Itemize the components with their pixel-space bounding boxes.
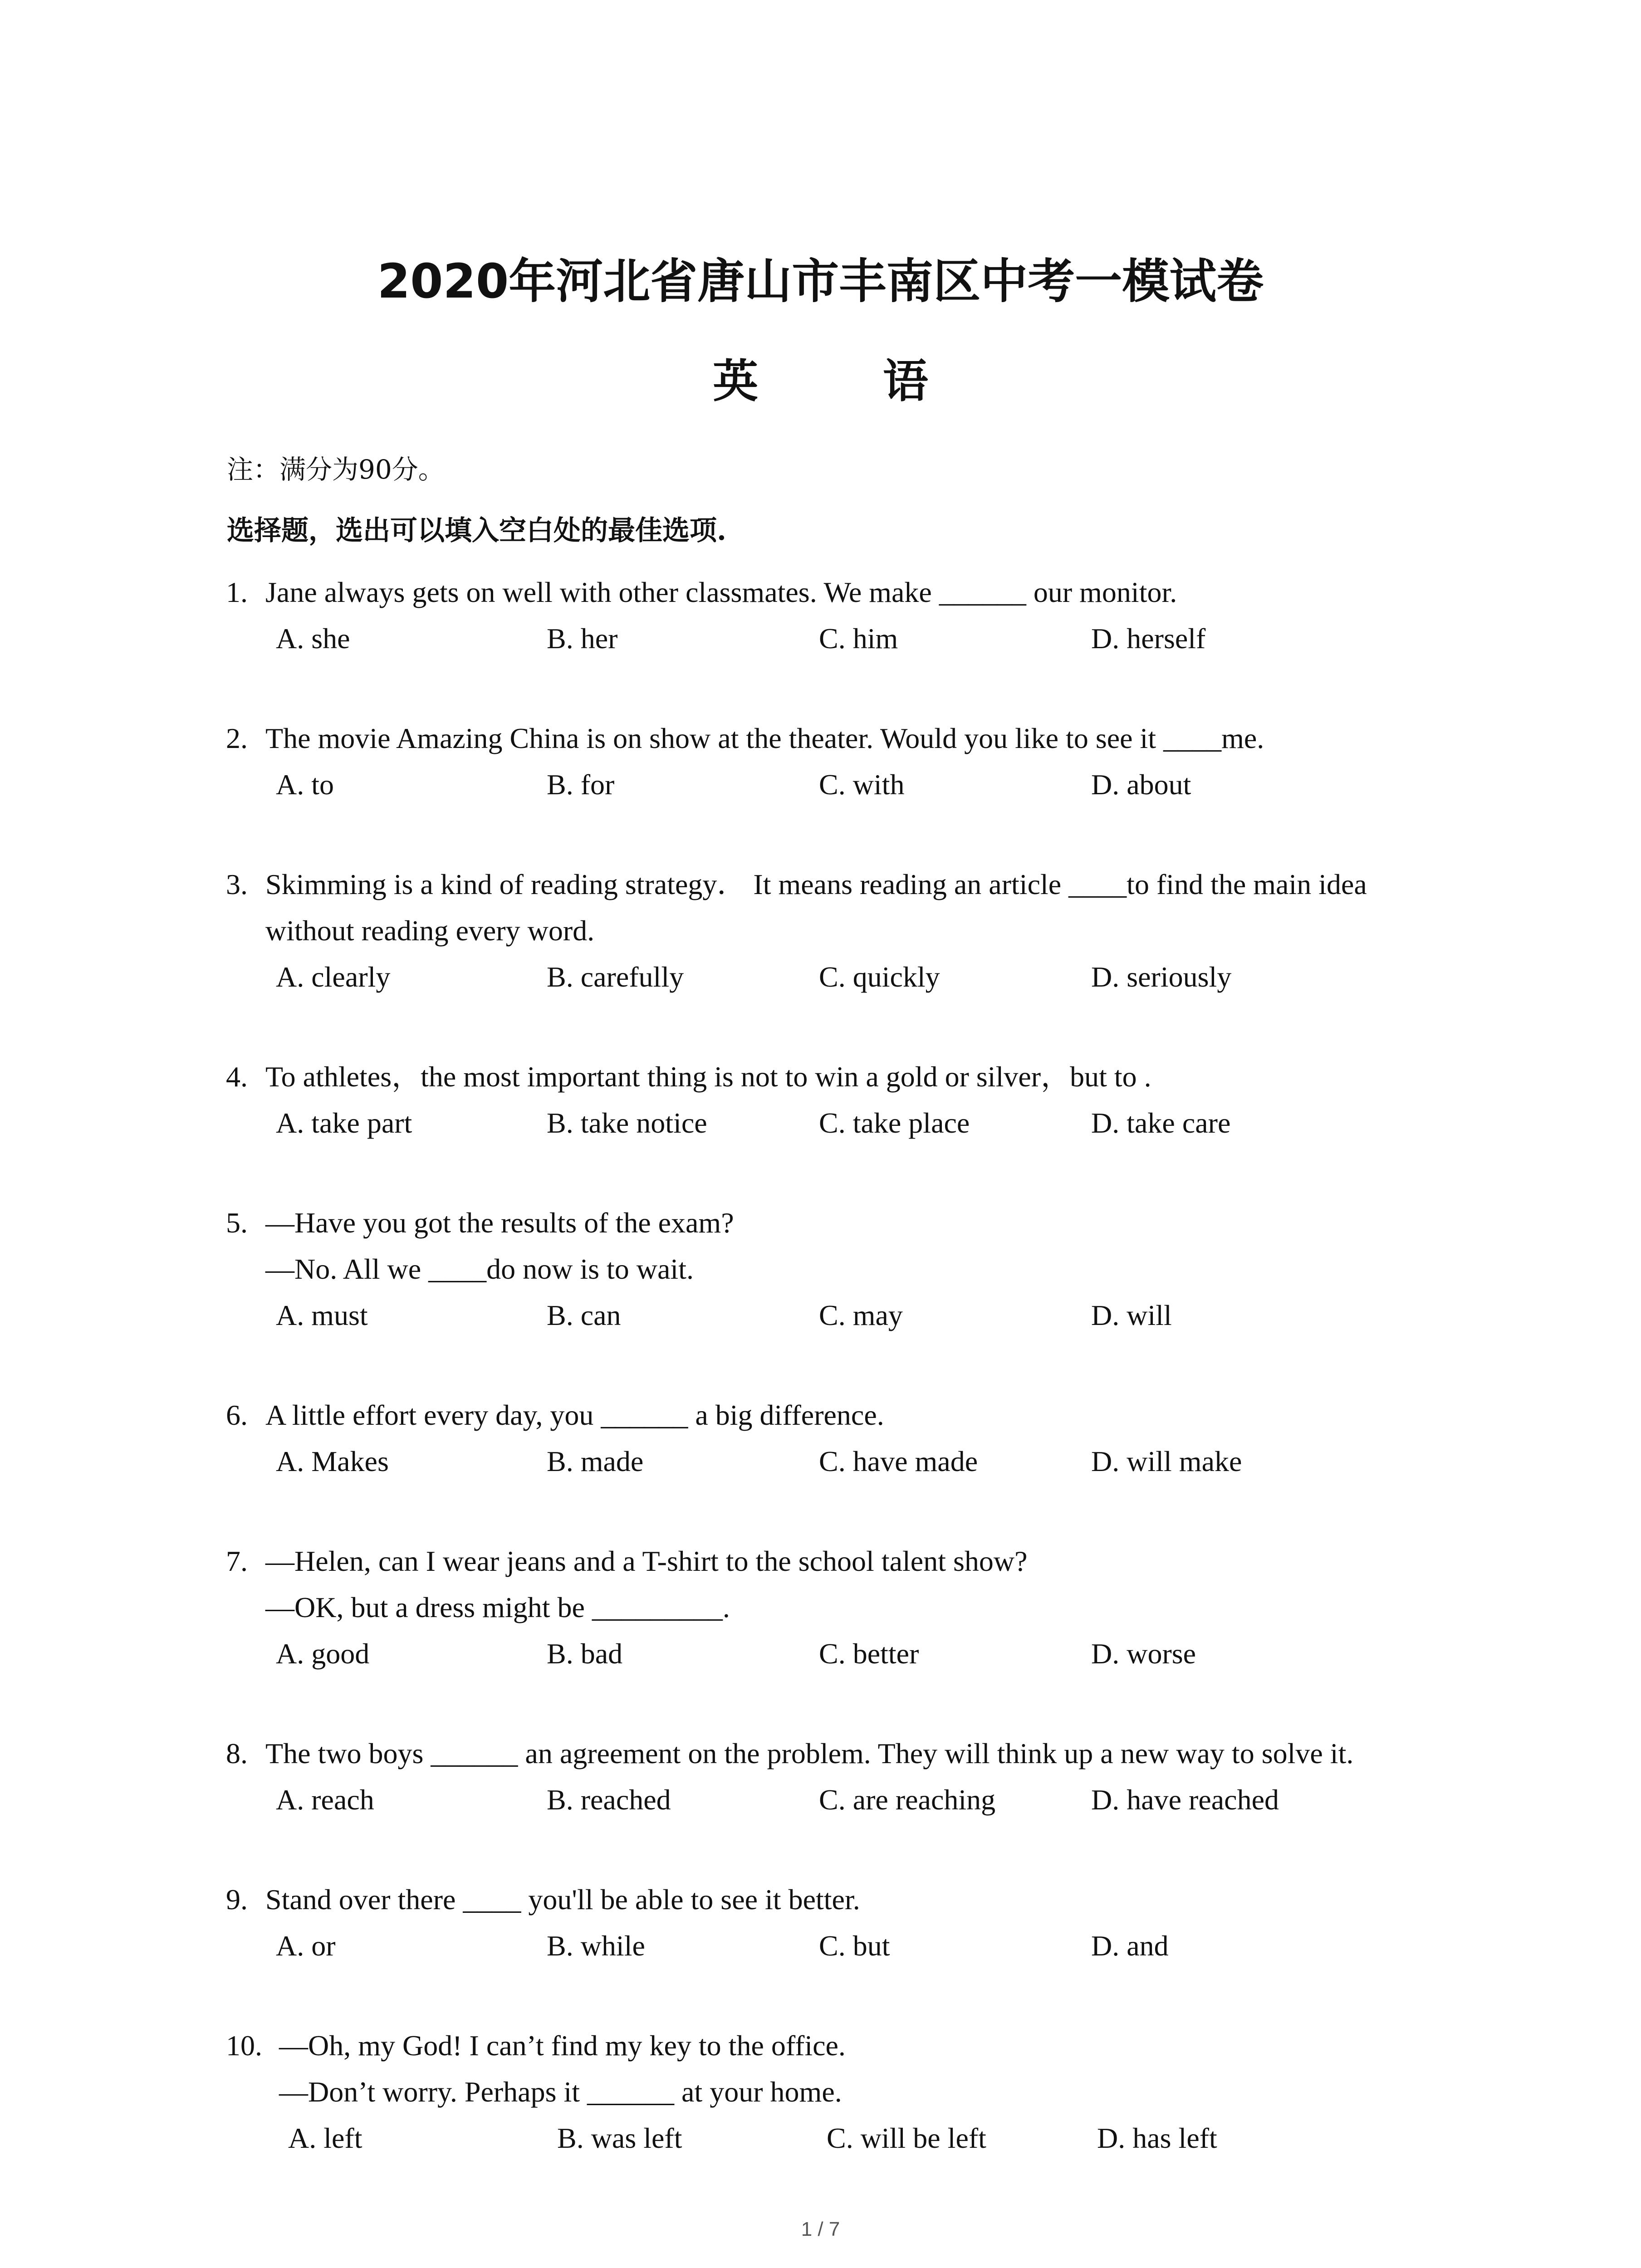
option-a: A. left <box>288 2122 362 2154</box>
option-d: D. seriously <box>1091 961 1232 993</box>
question-text-continued: without reading every word. <box>265 914 595 947</box>
question-text: Jane always gets on well with other classmates. We make ______ our monitor. <box>265 576 1177 608</box>
option-c: C. have made <box>819 1445 978 1477</box>
question-number: 4. <box>226 1061 248 1093</box>
section-instruction: 选择题，选出可以填入空白处的最佳选项. <box>227 515 726 547</box>
question-number: 9. <box>226 1883 248 1916</box>
question-text: The two boys ______ an agreement on the problem. They will think up a new way to solve it. <box>265 1737 1354 1769</box>
option-c: C. are reaching <box>819 1784 996 1816</box>
question-text: A little effort every day, you ______ a big difference. <box>265 1399 884 1431</box>
question-number: 2. <box>226 722 248 754</box>
question-10 <box>0 2023 1641 2161</box>
question-2 <box>0 715 1641 808</box>
option-b: B. made <box>547 1445 644 1477</box>
option-c: C. but <box>819 1930 890 1962</box>
question-number: 6. <box>226 1399 248 1431</box>
option-c: C. with <box>819 768 905 801</box>
question-1 <box>0 569 1641 662</box>
option-b: B. take notice <box>547 1107 707 1139</box>
question-text: —Helen, can I wear jeans and a T-shirt to the school talent show? <box>265 1545 1028 1577</box>
question-7 <box>0 1538 1641 1677</box>
question-number: 7. <box>226 1545 248 1577</box>
question-number: 8. <box>226 1737 248 1769</box>
option-a: A. to <box>276 768 334 801</box>
option-a: A. must <box>276 1299 368 1331</box>
question-text: Stand over there ____ you'll be able to see it better. <box>265 1883 860 1916</box>
option-b: B. bad <box>547 1637 623 1670</box>
question-number: 5. <box>226 1207 248 1239</box>
option-c: C. will be left <box>827 2122 986 2154</box>
option-b: B. while <box>547 1930 645 1962</box>
question-text-continued: —Don’t worry. Perhaps it ______ at your home. <box>279 2076 842 2108</box>
question-6 <box>0 1392 1641 1485</box>
option-a: A. reach <box>276 1784 374 1816</box>
question-text: —Have you got the results of the exam? <box>265 1207 734 1239</box>
question-4 <box>0 1054 1641 1146</box>
option-b: B. her <box>547 622 618 655</box>
option-b: B. was left <box>557 2122 682 2154</box>
option-a: A. good <box>276 1637 370 1670</box>
option-b: B. for <box>547 768 615 801</box>
option-c: C. may <box>819 1299 903 1331</box>
option-b: B. reached <box>547 1784 671 1816</box>
question-text-continued: —No. All we ____do now is to wait. <box>265 1253 694 1285</box>
question-5 <box>0 1200 1641 1339</box>
option-d: D. will make <box>1091 1445 1242 1477</box>
option-d: D. herself <box>1091 622 1206 655</box>
question-text: Skimming is a kind of reading strategy． It means reading an article ____to find the main idea <box>265 868 1367 900</box>
option-c: C. him <box>819 622 898 655</box>
exam-title: 2020年河北省唐山市丰南区中考一模试卷 <box>377 254 1264 309</box>
question-number: 1. <box>226 576 248 608</box>
question-text: The movie Amazing China is on show at the theater. Would you like to see it ____me. <box>265 722 1264 754</box>
question-8 <box>0 1730 1641 1823</box>
question-text: To athletes，the most important thing is not to win a gold or silver，but to . <box>265 1061 1151 1093</box>
subject-title: 英 语 <box>713 354 983 408</box>
option-c: C. quickly <box>819 961 940 993</box>
page-indicator: 1 / 7 <box>801 2218 840 2240</box>
option-d: D. will <box>1091 1299 1172 1331</box>
question-text: —Oh, my God! I can’t find my key to the office. <box>279 2029 846 2062</box>
question-text-continued: —OK, but a dress might be _________. <box>265 1591 730 1623</box>
option-a: A. take part <box>276 1107 412 1139</box>
option-c: C. take place <box>819 1107 970 1139</box>
question-9 <box>0 1877 1641 1969</box>
option-b: B. carefully <box>547 961 684 993</box>
option-a: A. Makes <box>276 1445 389 1477</box>
question-list <box>0 569 1641 2215</box>
option-a: A. clearly <box>276 961 391 993</box>
option-a: A. or <box>276 1930 336 1962</box>
option-b: B. can <box>547 1299 621 1331</box>
option-d: D. take care <box>1091 1107 1231 1139</box>
option-d: D. has left <box>1097 2122 1217 2154</box>
question-3 <box>0 861 1641 1000</box>
option-d: D. about <box>1091 768 1191 801</box>
option-c: C. better <box>819 1637 919 1670</box>
question-number: 3. <box>226 868 248 900</box>
option-d: D. worse <box>1091 1637 1196 1670</box>
score-note: 注：满分为90分。 <box>227 454 445 485</box>
option-a: A. she <box>276 622 350 655</box>
option-d: D. have reached <box>1091 1784 1279 1816</box>
option-d: D. and <box>1091 1930 1169 1962</box>
question-number: 10. <box>226 2029 262 2062</box>
